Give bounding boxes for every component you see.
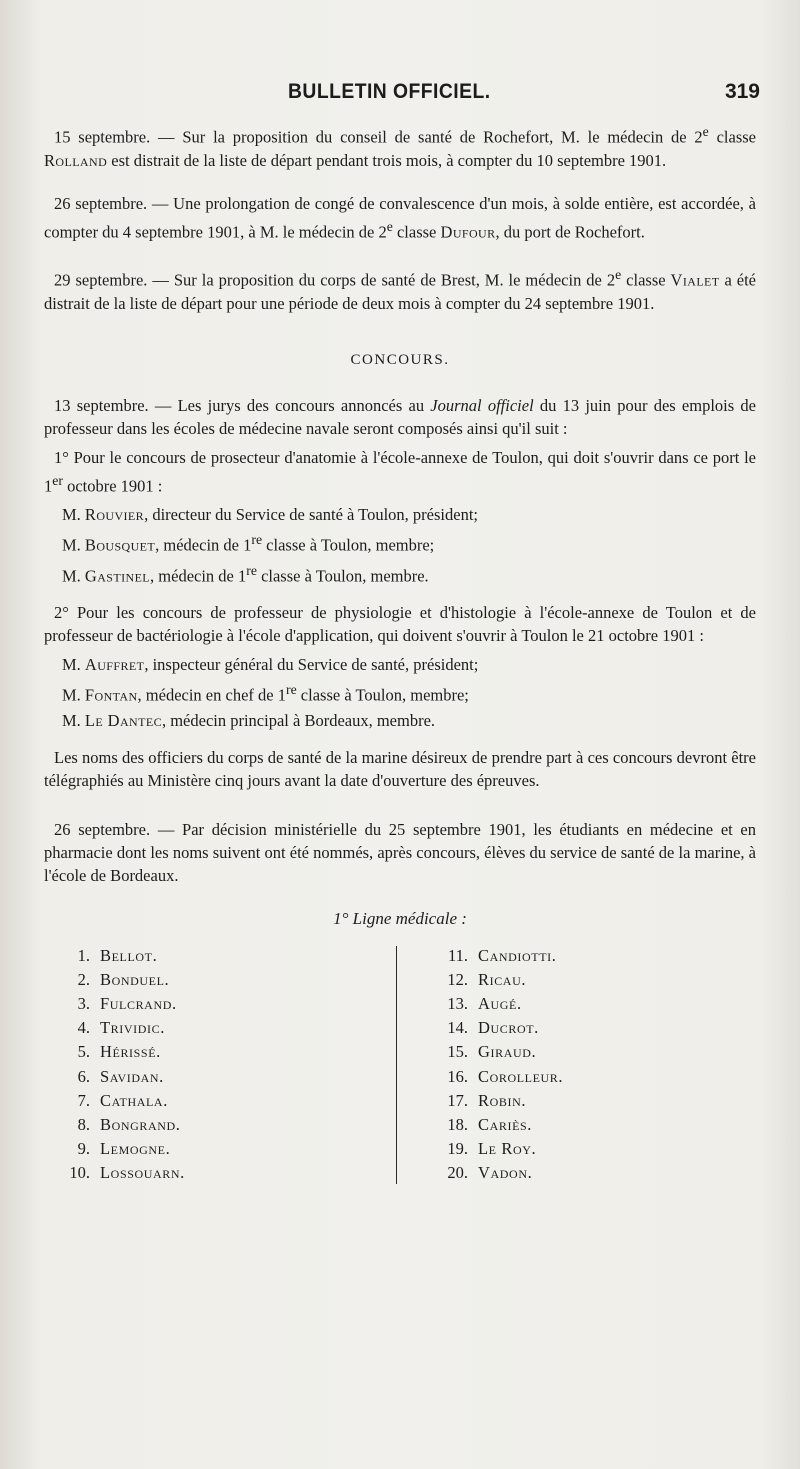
- section-title: CONCOURS.: [350, 351, 450, 368]
- entry-date: 13 septembre.: [54, 395, 149, 415]
- text: — Sur la proposition du corps de santé de Brest, M. le médecin de 2: [147, 270, 616, 290]
- student-row: [426, 1137, 756, 1161]
- title-prefix: M.: [62, 710, 85, 730]
- paragraph-noms: [44, 746, 756, 792]
- student-number: 11.: [447, 945, 468, 965]
- student-row: [426, 968, 756, 992]
- student-row: [426, 944, 756, 968]
- person-name: Rouvier: [84, 505, 145, 524]
- student-row: [426, 992, 756, 1016]
- text: , inspecteur général du Service de santé, président;: [144, 655, 479, 674]
- student-number: 16.: [447, 1066, 468, 1086]
- student-row: [44, 1089, 400, 1113]
- student-name: Vadon.: [478, 1163, 533, 1183]
- student-number: 9.: [77, 1139, 90, 1159]
- student-row: [426, 1016, 756, 1040]
- student-number: 1.: [77, 945, 90, 965]
- student-name: Ducrot.: [478, 1018, 539, 1038]
- entry-date: 29 septembre.: [54, 270, 148, 290]
- jury-list-1: [44, 503, 756, 587]
- title-prefix: M.: [62, 535, 85, 555]
- person-name: Bousquet: [84, 535, 156, 555]
- student-row: [44, 1113, 400, 1137]
- student-number: 13.: [447, 993, 468, 1013]
- column-divider: [396, 946, 397, 1184]
- student-lists: [44, 944, 756, 1186]
- student-column-right: [400, 944, 756, 1186]
- superscript: e: [615, 267, 622, 282]
- jury-member: [44, 709, 756, 732]
- student-number: 2.: [77, 969, 90, 989]
- student-row: [426, 1113, 756, 1137]
- student-name: Candiotti.: [478, 945, 557, 965]
- entry-date: 26 septembre.: [54, 193, 148, 213]
- jury-member: [44, 503, 756, 526]
- title-prefix: M.: [62, 505, 85, 524]
- person-name: Auffret: [84, 655, 145, 674]
- person-name: Gastinel: [84, 566, 151, 585]
- item-number: 2°: [54, 603, 69, 622]
- student-row: [426, 1089, 756, 1113]
- student-number: 17.: [447, 1090, 468, 1110]
- student-number: 8.: [77, 1114, 90, 1134]
- student-column-left: [44, 944, 400, 1186]
- text: est distrait de la liste de départ pendant trois mois, à compter du 10 septembre 1901.: [107, 150, 667, 170]
- text: — Une prolongation de congé de convalescence d'un mois, à solde entière, est accordée, à compter du 4 septembre 1901, à M. le médecin de 2: [44, 193, 756, 241]
- student-number: 5.: [77, 1042, 90, 1062]
- text: octobre 1901 :: [62, 476, 163, 495]
- student-name: Savidan.: [100, 1066, 164, 1086]
- paragraph-decision: [44, 818, 756, 887]
- item-number: 1°: [54, 447, 69, 467]
- student-row: [44, 1040, 400, 1064]
- student-number: 14.: [447, 1018, 468, 1038]
- student-name: Fulcrand.: [100, 993, 177, 1013]
- student-row: [44, 992, 400, 1016]
- text: classe: [708, 127, 756, 147]
- student-name: Ricau.: [478, 969, 527, 989]
- entry-date: 15 septembre.: [54, 127, 151, 147]
- student-number: 15.: [447, 1042, 468, 1062]
- title-prefix: M.: [62, 685, 85, 705]
- student-row: [44, 1065, 400, 1089]
- student-number: 4.: [77, 1018, 90, 1038]
- text: — Sur la proposition du conseil de santé de Rochefort, M. le médecin de 2: [150, 127, 703, 147]
- student-name: Cathala.: [100, 1090, 168, 1110]
- student-number: 7.: [77, 1090, 90, 1110]
- student-name: Hérissé.: [100, 1042, 161, 1062]
- superscript: er: [52, 472, 63, 488]
- student-number: 3.: [77, 993, 90, 1013]
- student-name: Lemogne.: [100, 1139, 171, 1159]
- superscript: e: [702, 124, 709, 139]
- text: Pour le concours de prosecteur d'anatomie à l'école-annexe de Toulon, qui doit s'ouvrir dans ce port le 1: [44, 447, 756, 495]
- text: — Les jurys des concours annoncés au: [148, 395, 431, 415]
- paragraph-vialet: [44, 263, 756, 315]
- paragraph-jurys: [44, 394, 756, 440]
- paragraph-rolland: [44, 120, 756, 172]
- journal-title: Journal officiel: [430, 395, 534, 415]
- superscript: e: [386, 218, 393, 234]
- student-name: Le Roy.: [478, 1139, 537, 1159]
- text: classe à Toulon, membre;: [296, 685, 469, 705]
- student-name: Corolleur.: [478, 1066, 564, 1086]
- student-name: Bongrand.: [100, 1114, 181, 1134]
- student-number: 20.: [447, 1163, 468, 1183]
- student-number: 18.: [447, 1114, 468, 1134]
- student-name: Cariès.: [478, 1114, 533, 1134]
- person-name: Fontan: [84, 685, 138, 705]
- jury-list-2: [44, 653, 756, 732]
- student-row: [44, 944, 400, 968]
- person-name: Le Dantec: [84, 710, 162, 730]
- text: — Par décision ministérielle du 25 septembre 1901, les étudiants en médecine et en pharmacie dont les noms suivent ont été nommés, après concours, élèves du service de santé de la marine, à l'école de Bordeaux.: [44, 819, 756, 885]
- text: Les noms des officiers du corps de santé de la marine désireux de prendre part à ces concours devront être télégraphiés au Ministère cinq jours avant la date d'ouverture des épreuves.: [44, 747, 756, 790]
- text: , médecin de 1: [155, 535, 252, 555]
- superscript: re: [285, 682, 297, 697]
- text: a été distrait de la liste de départ pour une période de deux mois à compter du 24 septembre 1901.: [44, 270, 757, 313]
- text: Pour les concours de professeur de physiologie et d'histologie à l'école-annexe de Toulon et de professeur de bactériologie à l'école d'application, qui doivent s'ouvrir à Toulon le 21 octobre 1901 :: [44, 603, 756, 645]
- person-name: Vialet: [670, 270, 720, 290]
- student-name: Bellot.: [100, 945, 158, 965]
- text: du 13 juin pour des emplois de professeur dans les écoles de médecine navale seront composés ainsi qu'il suit :: [44, 395, 756, 438]
- entry-date: 26 septembre.: [54, 819, 151, 839]
- student-row: [44, 968, 400, 992]
- page-body: [44, 120, 756, 1186]
- student-name: Lossouarn.: [100, 1163, 185, 1183]
- item-prosecteur: [44, 446, 756, 498]
- student-row: [44, 1161, 400, 1185]
- superscript: re: [246, 562, 257, 578]
- person-name: Rolland: [44, 150, 108, 170]
- student-number: 19.: [447, 1139, 468, 1159]
- jury-member: [44, 653, 756, 676]
- student-row: [426, 1161, 756, 1185]
- student-row: [426, 1065, 756, 1089]
- superscript: re: [251, 532, 263, 547]
- title-prefix: M.: [62, 655, 85, 674]
- running-title: BULLETIN OFFICIEL.: [288, 80, 491, 103]
- student-name: Giraud.: [478, 1042, 537, 1062]
- page-number: 319: [724, 80, 760, 103]
- person-name: Dufour: [440, 222, 496, 241]
- text: , médecin de 1: [150, 566, 247, 585]
- subtitle-text: Ligne médicale :: [348, 908, 467, 928]
- text: classe: [392, 222, 441, 241]
- student-name: Bonduel.: [100, 969, 170, 989]
- paragraph-dufour: [44, 192, 756, 244]
- text: classe à Toulon, membre;: [262, 535, 435, 555]
- text: , directeur du Service de santé à Toulon, président;: [144, 505, 478, 524]
- list-subtitle: [44, 907, 756, 930]
- item-physiologie: [44, 601, 756, 647]
- text: , du port de Rochefort.: [495, 222, 645, 241]
- page-header: [40, 80, 760, 110]
- jury-member: [44, 528, 756, 557]
- student-name: Augé.: [478, 993, 522, 1013]
- text: , médecin principal à Bordeaux, membre.: [161, 710, 436, 730]
- jury-member: [44, 678, 756, 707]
- student-row: [426, 1040, 756, 1064]
- title-prefix: M.: [62, 566, 85, 585]
- student-number: 10.: [69, 1163, 90, 1183]
- student-name: Trividic.: [100, 1018, 165, 1038]
- student-row: [44, 1137, 400, 1161]
- jury-member: [44, 559, 756, 588]
- text: classe: [621, 270, 671, 290]
- student-number: 6.: [77, 1066, 90, 1086]
- student-row: [44, 1016, 400, 1040]
- text: , médecin en chef de 1: [137, 685, 286, 705]
- student-name: Robin.: [478, 1090, 527, 1110]
- text: classe à Toulon, membre.: [256, 566, 429, 585]
- subtitle-number: 1°: [333, 908, 349, 928]
- student-number: 12.: [447, 969, 468, 989]
